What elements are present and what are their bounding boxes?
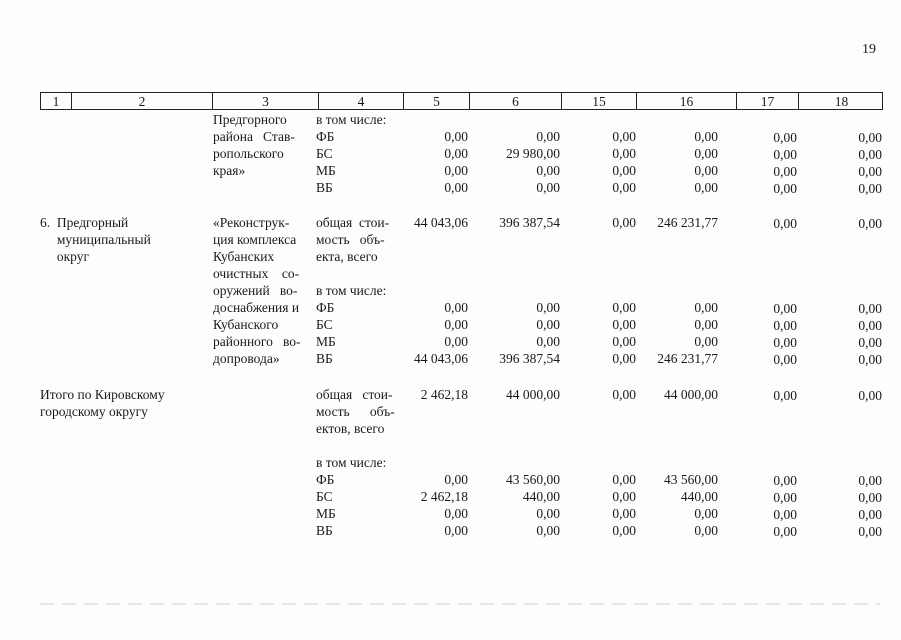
funding-source-label: БС (316, 489, 333, 504)
amount-cell: 0,00 (612, 180, 636, 195)
amount-cell: 0,00 (694, 506, 718, 521)
amount-cell: 0,00 (612, 523, 636, 538)
object-name-line: ропольского (213, 146, 284, 161)
amount-cell: 0,00 (773, 318, 797, 333)
amount-cell: 0,00 (612, 489, 636, 504)
amount-cell: 396 387,54 (499, 351, 560, 366)
row-title-line: муниципальный (40, 232, 151, 247)
row-title-line: Итого по Кировскому (40, 387, 165, 402)
amount-cell: 0,00 (773, 524, 797, 539)
amount-cell: 0,00 (858, 352, 882, 367)
amount-cell: 0,00 (773, 490, 797, 505)
amount-cell: 43 560,00 (664, 472, 718, 487)
amount-cell: 0,00 (444, 506, 468, 521)
header-col-5: 5 (403, 93, 469, 109)
amount-cell: 0,00 (444, 472, 468, 487)
amount-cell: 0,00 (858, 181, 882, 196)
amount-cell: 0,00 (773, 147, 797, 162)
header-col-18: 18 (798, 93, 884, 109)
object-name-line: ция комплекса (213, 232, 297, 247)
amount-cell: 0,00 (536, 180, 560, 195)
object-name-line: очистных со- (213, 266, 300, 281)
funding-source-label: ВБ (316, 523, 333, 538)
header-col-3: 3 (212, 93, 318, 109)
page-number: 19 (862, 42, 876, 57)
amount-cell: 0,00 (536, 523, 560, 538)
amount-cell: 0,00 (694, 180, 718, 195)
amount-cell: 0,00 (694, 129, 718, 144)
amount-cell: 0,00 (858, 301, 882, 316)
header-col-2: 2 (71, 93, 212, 109)
amount-cell: 0,00 (444, 317, 468, 332)
amount-cell: 0,00 (612, 215, 636, 230)
amount-cell: 0,00 (858, 335, 882, 350)
amount-cell: 0,00 (773, 301, 797, 316)
row-title-line: округ (40, 249, 90, 264)
funding-source-label: екта, всего (316, 249, 378, 264)
amount-cell: 0,00 (612, 472, 636, 487)
amount-cell: 0,00 (694, 523, 718, 538)
amount-cell: 0,00 (536, 506, 560, 521)
object-name-line: «Реконструк- (213, 215, 290, 230)
funding-source-label: общая стои- (316, 387, 393, 402)
amount-cell: 0,00 (536, 129, 560, 144)
amount-cell: 0,00 (858, 524, 882, 539)
amount-cell: 0,00 (444, 129, 468, 144)
amount-cell: 0,00 (694, 300, 718, 315)
amount-cell: 0,00 (612, 129, 636, 144)
header-col-17: 17 (736, 93, 798, 109)
amount-cell: 0,00 (536, 334, 560, 349)
header-col-16: 16 (636, 93, 736, 109)
amount-cell: 0,00 (858, 473, 882, 488)
amount-cell: 0,00 (536, 300, 560, 315)
amount-cell: 44 043,06 (414, 351, 468, 366)
object-name-line: допровода» (213, 351, 280, 366)
funding-source-label: ВБ (316, 351, 333, 366)
funding-source-label: БС (316, 317, 333, 332)
amount-cell: 0,00 (444, 146, 468, 161)
funding-source-label: в том числе: (316, 112, 387, 127)
funding-source-label: ФБ (316, 472, 335, 487)
amount-cell: 396 387,54 (499, 215, 560, 230)
amount-cell: 0,00 (773, 388, 797, 403)
object-name-line: края» (213, 163, 246, 178)
amount-cell: 0,00 (612, 506, 636, 521)
amount-cell: 0,00 (612, 351, 636, 366)
funding-source-label: общая стои- (316, 215, 390, 230)
amount-cell: 0,00 (858, 130, 882, 145)
funding-source-label: в том числе: (316, 283, 387, 298)
amount-cell: 0,00 (444, 523, 468, 538)
header-col-1: 1 (52, 94, 60, 109)
amount-cell: 29 980,00 (506, 146, 560, 161)
amount-cell: 0,00 (773, 164, 797, 179)
amount-cell: 44 000,00 (664, 387, 718, 402)
row-title-line: 6. Предгорный (40, 215, 129, 230)
amount-cell: 0,00 (612, 163, 636, 178)
funding-source-label: МБ (316, 163, 336, 178)
amount-cell: 0,00 (536, 163, 560, 178)
amount-cell: 44 043,06 (414, 215, 468, 230)
amount-cell: 0,00 (773, 507, 797, 522)
amount-cell: 0,00 (612, 146, 636, 161)
amount-cell: 0,00 (858, 318, 882, 333)
amount-cell: 246 231,77 (657, 351, 718, 366)
amount-cell: 0,00 (444, 300, 468, 315)
object-name-line: Кубанских (213, 249, 275, 264)
amount-cell: 0,00 (773, 473, 797, 488)
header-col-4: 4 (318, 93, 403, 109)
amount-cell: 0,00 (536, 317, 560, 332)
amount-cell: 0,00 (858, 147, 882, 162)
amount-cell: 0,00 (858, 490, 882, 505)
amount-cell: 0,00 (694, 334, 718, 349)
object-name-line: оружений во- (213, 283, 298, 298)
amount-cell: 0,00 (858, 507, 882, 522)
header-col-6: 6 (469, 93, 561, 109)
amount-cell: 0,00 (773, 181, 797, 196)
amount-cell: 440,00 (522, 489, 560, 504)
amount-cell: 0,00 (612, 387, 636, 402)
object-name-line: Предгорного (213, 112, 287, 127)
funding-source-label: в том числе: (316, 455, 387, 470)
amount-cell: 0,00 (612, 300, 636, 315)
funding-source-label: мость объ- (316, 404, 395, 419)
object-name-line: доснабжения и (213, 300, 300, 315)
amount-cell: 43 560,00 (506, 472, 560, 487)
amount-cell: 0,00 (858, 164, 882, 179)
funding-source-label: МБ (316, 334, 336, 349)
funding-source-label: БС (316, 146, 333, 161)
funding-source-label: ФБ (316, 129, 335, 144)
amount-cell: 44 000,00 (506, 387, 560, 402)
funding-source-label: ВБ (316, 180, 333, 195)
amount-cell: 0,00 (694, 163, 718, 178)
amount-cell: 0,00 (694, 146, 718, 161)
funding-source-label: мость объ- (316, 232, 385, 247)
funding-source-label: ФБ (316, 300, 335, 315)
funding-source-label: МБ (316, 506, 336, 521)
amount-cell: 0,00 (694, 317, 718, 332)
object-name-line: района Став- (213, 129, 295, 144)
amount-cell: 440,00 (680, 489, 718, 504)
amount-cell: 0,00 (612, 334, 636, 349)
amount-cell: 0,00 (773, 335, 797, 350)
scan-artifact-line (40, 603, 880, 605)
amount-cell: 0,00 (773, 130, 797, 145)
object-name-line: районного во- (213, 334, 301, 349)
amount-cell: 0,00 (773, 216, 797, 231)
amount-cell: 0,00 (858, 388, 882, 403)
amount-cell: 0,00 (612, 317, 636, 332)
header-col-15: 15 (561, 93, 636, 109)
row-title-line: городскому округу (40, 404, 148, 419)
object-name-line: Кубанского (213, 317, 279, 332)
funding-source-label: ектов, всего (316, 421, 385, 436)
amount-cell: 2 462,18 (420, 387, 468, 402)
amount-cell: 2 462,18 (420, 489, 468, 504)
amount-cell: 0,00 (773, 352, 797, 367)
amount-cell: 246 231,77 (657, 215, 718, 230)
table-header (40, 92, 883, 110)
amount-cell: 0,00 (444, 163, 468, 178)
amount-cell: 0,00 (444, 334, 468, 349)
amount-cell: 0,00 (858, 216, 882, 231)
amount-cell: 0,00 (444, 180, 468, 195)
